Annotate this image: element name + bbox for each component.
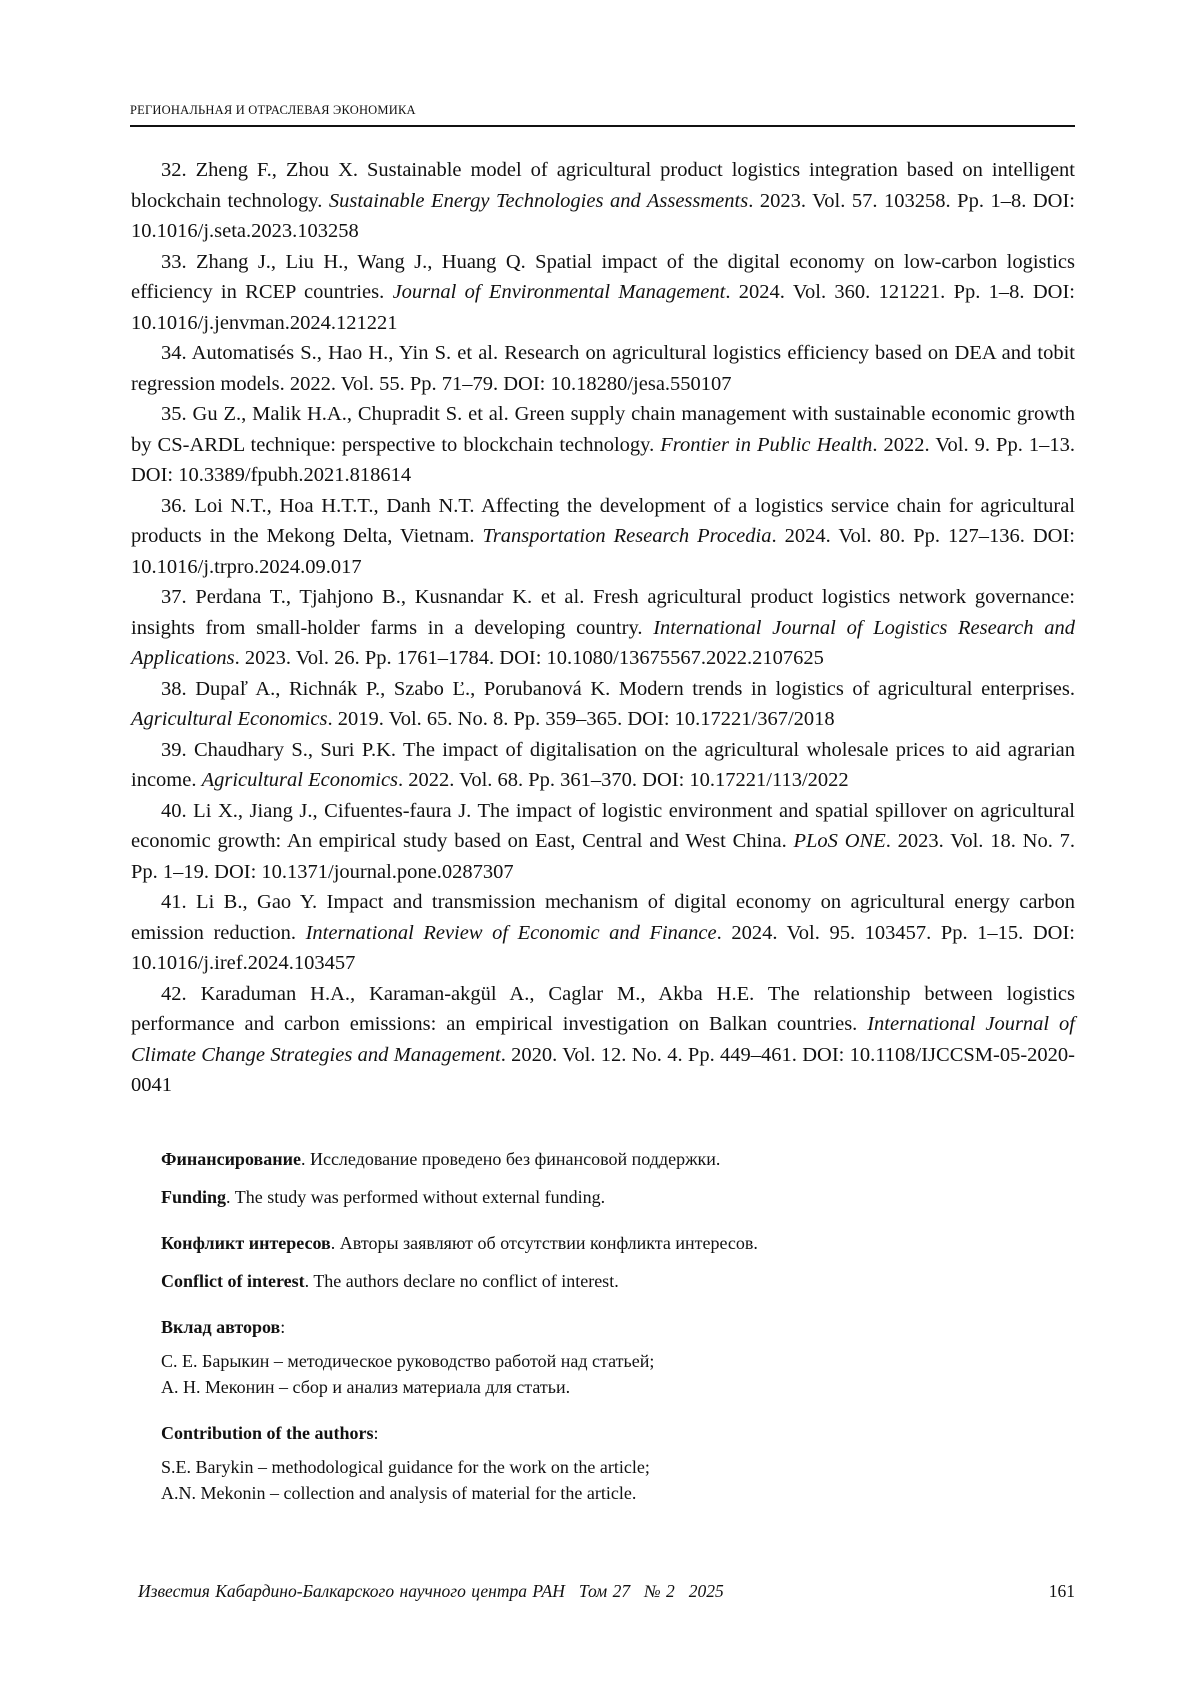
reference-text: 35. Gu Z., Malik H.A., Chupradit S. et al. Green supply chain management with sustainable economic growth by CS-ARDL technique: perspective to blockchain technology. bbox=[131, 403, 1075, 456]
reference-item bbox=[131, 247, 1075, 339]
reference-text: 38. Dupaľ A., Richnák P., Szabo Ľ., Porubanová K. Modern trends in logistics of agricultural enterprises. bbox=[161, 677, 1075, 700]
reference-text: 32. Zheng F., Zhou X. Sustainable model of agricultural product logistics integration based on intelligent blockchain technology. bbox=[131, 159, 1075, 212]
conflict-en-text: . The authors declare no conflict of interest. bbox=[304, 1271, 619, 1291]
reference-text: 33. Zhang J., Liu H., Wang J., Huang Q. Spatial impact of the digital economy on low-carbon logistics efficiency in RCEP countries. bbox=[131, 250, 1075, 303]
reference-details: . 2024. Vol. 80. Pp. 127–136. DOI: 10.1016/j.trpro.2024.09.017 bbox=[131, 525, 1075, 578]
contrib-en-heading bbox=[161, 1420, 1061, 1446]
reference-details: . 2023. Vol. 57. 103258. Pp. 1–8. DOI: 10.1016/j.seta.2023.103258 bbox=[131, 189, 1075, 242]
reference-journal: Agricultural Economics bbox=[201, 769, 399, 791]
conflict-ru-text: . Авторы заявляют об отсутствии конфликта интересов. bbox=[330, 1233, 758, 1253]
contrib-ru-line: А. Н. Меконин – сбор и анализ материала для статьи. bbox=[161, 1377, 571, 1397]
footer-issue: № 2 bbox=[644, 1581, 675, 1601]
reference-item bbox=[131, 155, 1075, 247]
reference-text: 39. Chaudhary S., Suri P.K. The impact of digitalisation on the agricultural wholesale prices to aid agrarian income. bbox=[131, 738, 1075, 791]
contrib-en-colon: : bbox=[373, 1423, 379, 1443]
reference-text: 34. Automatisés S., Hao H., Yin S. et al. Research on agricultural logistics efficiency based on DEA and tobit regression models. 2022. Vol. 55. Pp. 71–79. DOI: 10.18280/jesa.550107 bbox=[131, 342, 1075, 395]
contrib-en-line: A.N. Mekonin – collection and analysis of material for the article. bbox=[161, 1483, 637, 1503]
reference-details: . 2020. Vol. 12. No. 4. Pp. 449–461. DOI: 10.1108/IJCCSM-05-2020-0041 bbox=[131, 1043, 1075, 1096]
conflict-en-label: Conflict of interest bbox=[161, 1271, 305, 1291]
reference-details: . 2024. Vol. 95. 103457. Pp. 1–15. DOI: 10.1016/j.iref.2024.103457 bbox=[131, 921, 1075, 974]
reference-item bbox=[131, 979, 1075, 1101]
reference-details: . 2019. Vol. 65. No. 8. Pp. 359–365. DOI: 10.17221/367/2018 bbox=[327, 708, 835, 730]
reference-details: . 2022. Vol. 68. Pp. 361–370. DOI: 10.17221/113/2022 bbox=[398, 769, 849, 791]
header-rule bbox=[130, 125, 1075, 127]
reference-journal: Transportation Research Procedia bbox=[482, 525, 772, 547]
reference-journal: Journal of Environmental Management bbox=[392, 281, 726, 303]
funding-en-text: . The study was performed without external funding. bbox=[226, 1187, 606, 1207]
page-number: 161 bbox=[1048, 1581, 1075, 1601]
funding-ru-label: Финансирование bbox=[161, 1149, 301, 1169]
reference-text: 37. Perdana T., Tjahjono B., Kusnandar K. et al. Fresh agricultural product logistics network governance: insights from small-holder farms in a developing country. bbox=[131, 586, 1075, 639]
funding-en bbox=[161, 1184, 1061, 1210]
reference-journal: International Journal of Climate Change Strategies and Management bbox=[131, 1013, 1075, 1066]
reference-journal: Frontier in Public Health bbox=[660, 433, 873, 456]
conflict-en bbox=[161, 1268, 1061, 1294]
reference-journal: International Review of Economic and Finance bbox=[305, 921, 717, 944]
article-notes bbox=[161, 1146, 1061, 1506]
contrib-ru-colon: : bbox=[280, 1317, 286, 1337]
footer-volume: Том 27 bbox=[578, 1581, 631, 1601]
running-header: РЕГИОНАЛЬНАЯ И ОТРАСЛЕВАЯ ЭКОНОМИКА bbox=[130, 103, 416, 117]
reference-details: . 2024. Vol. 360. 121221. Pp. 1–8. DOI: 10.1016/j.jenvman.2024.121221 bbox=[131, 281, 1075, 334]
conflict-ru-label: Конфликт интересов bbox=[161, 1233, 331, 1253]
reference-item bbox=[131, 399, 1075, 491]
page-footer bbox=[138, 1581, 1075, 1602]
reference-item bbox=[131, 796, 1075, 888]
reference-text: 42. Karaduman H.A., Karaman-akgül A., Caglar M., Akba H.E. The relationship between logistics performance and carbon emissions: an empirical investigation on Balkan countries. bbox=[131, 982, 1075, 1035]
footer-year: 2025 bbox=[688, 1581, 724, 1601]
reference-journal: Sustainable Energy Technologies and Assessments bbox=[328, 189, 749, 212]
reference-item bbox=[131, 338, 1075, 399]
funding-ru-text: . Исследование проведено без финансовой поддержки. bbox=[300, 1149, 721, 1169]
reference-list bbox=[131, 155, 1075, 1101]
contrib-en-line: S.E. Barykin – methodological guidance for the work on the article; bbox=[161, 1457, 650, 1477]
reference-item bbox=[131, 735, 1075, 796]
reference-text: 41. Li B., Gao Y. Impact and transmission mechanism of digital economy on agricultural energy carbon emission reduction. bbox=[131, 891, 1075, 944]
contrib-ru-label: Вклад авторов bbox=[161, 1317, 281, 1337]
reference-details: . 2023. Vol. 26. Pp. 1761–1784. DOI: 10.1080/13675567.2022.2107625 bbox=[234, 647, 824, 669]
reference-item bbox=[131, 674, 1075, 735]
reference-details: . 2022. Vol. 9. Pp. 1–13. DOI: 10.3389/fpubh.2021.818614 bbox=[131, 433, 1075, 486]
footer-journal-title: Известия Кабардино-Балкарского научного центра РАН bbox=[138, 1581, 565, 1601]
reference-journal: PLoS ONE bbox=[793, 830, 886, 852]
footer-journal-info bbox=[138, 1581, 1075, 1602]
contrib-ru-heading bbox=[161, 1314, 1061, 1340]
reference-item bbox=[131, 887, 1075, 979]
reference-journal: Agricultural Economics bbox=[131, 708, 328, 730]
reference-journal: International Journal of Logistics Research and Applications bbox=[131, 616, 1075, 669]
conflict-ru bbox=[161, 1230, 1061, 1256]
contrib-ru-line: С. Е. Барыкин – методическое руководство работой над статьей; bbox=[161, 1351, 655, 1371]
contrib-en-label: Contribution of the authors bbox=[161, 1423, 374, 1443]
reference-text: 40. Li X., Jiang J., Cifuentes-faura J. The impact of logistic environment and spatial spillover on agricultural economic growth: An empirical study based on East, Central and West China. bbox=[131, 799, 1075, 852]
reference-details: . 2023. Vol. 18. No. 7. Pp. 1–19. DOI: 10.1371/journal.pone.0287307 bbox=[131, 830, 1075, 883]
reference-text: 36. Loi N.T., Hoa H.T.T., Danh N.T. Affecting the development of a logistics service chain for agricultural products in the Mekong Delta, Vietnam. bbox=[131, 494, 1075, 547]
funding-ru bbox=[161, 1146, 1061, 1172]
funding-en-label: Funding bbox=[161, 1187, 227, 1207]
reference-item bbox=[131, 582, 1075, 674]
reference-item bbox=[131, 491, 1075, 583]
